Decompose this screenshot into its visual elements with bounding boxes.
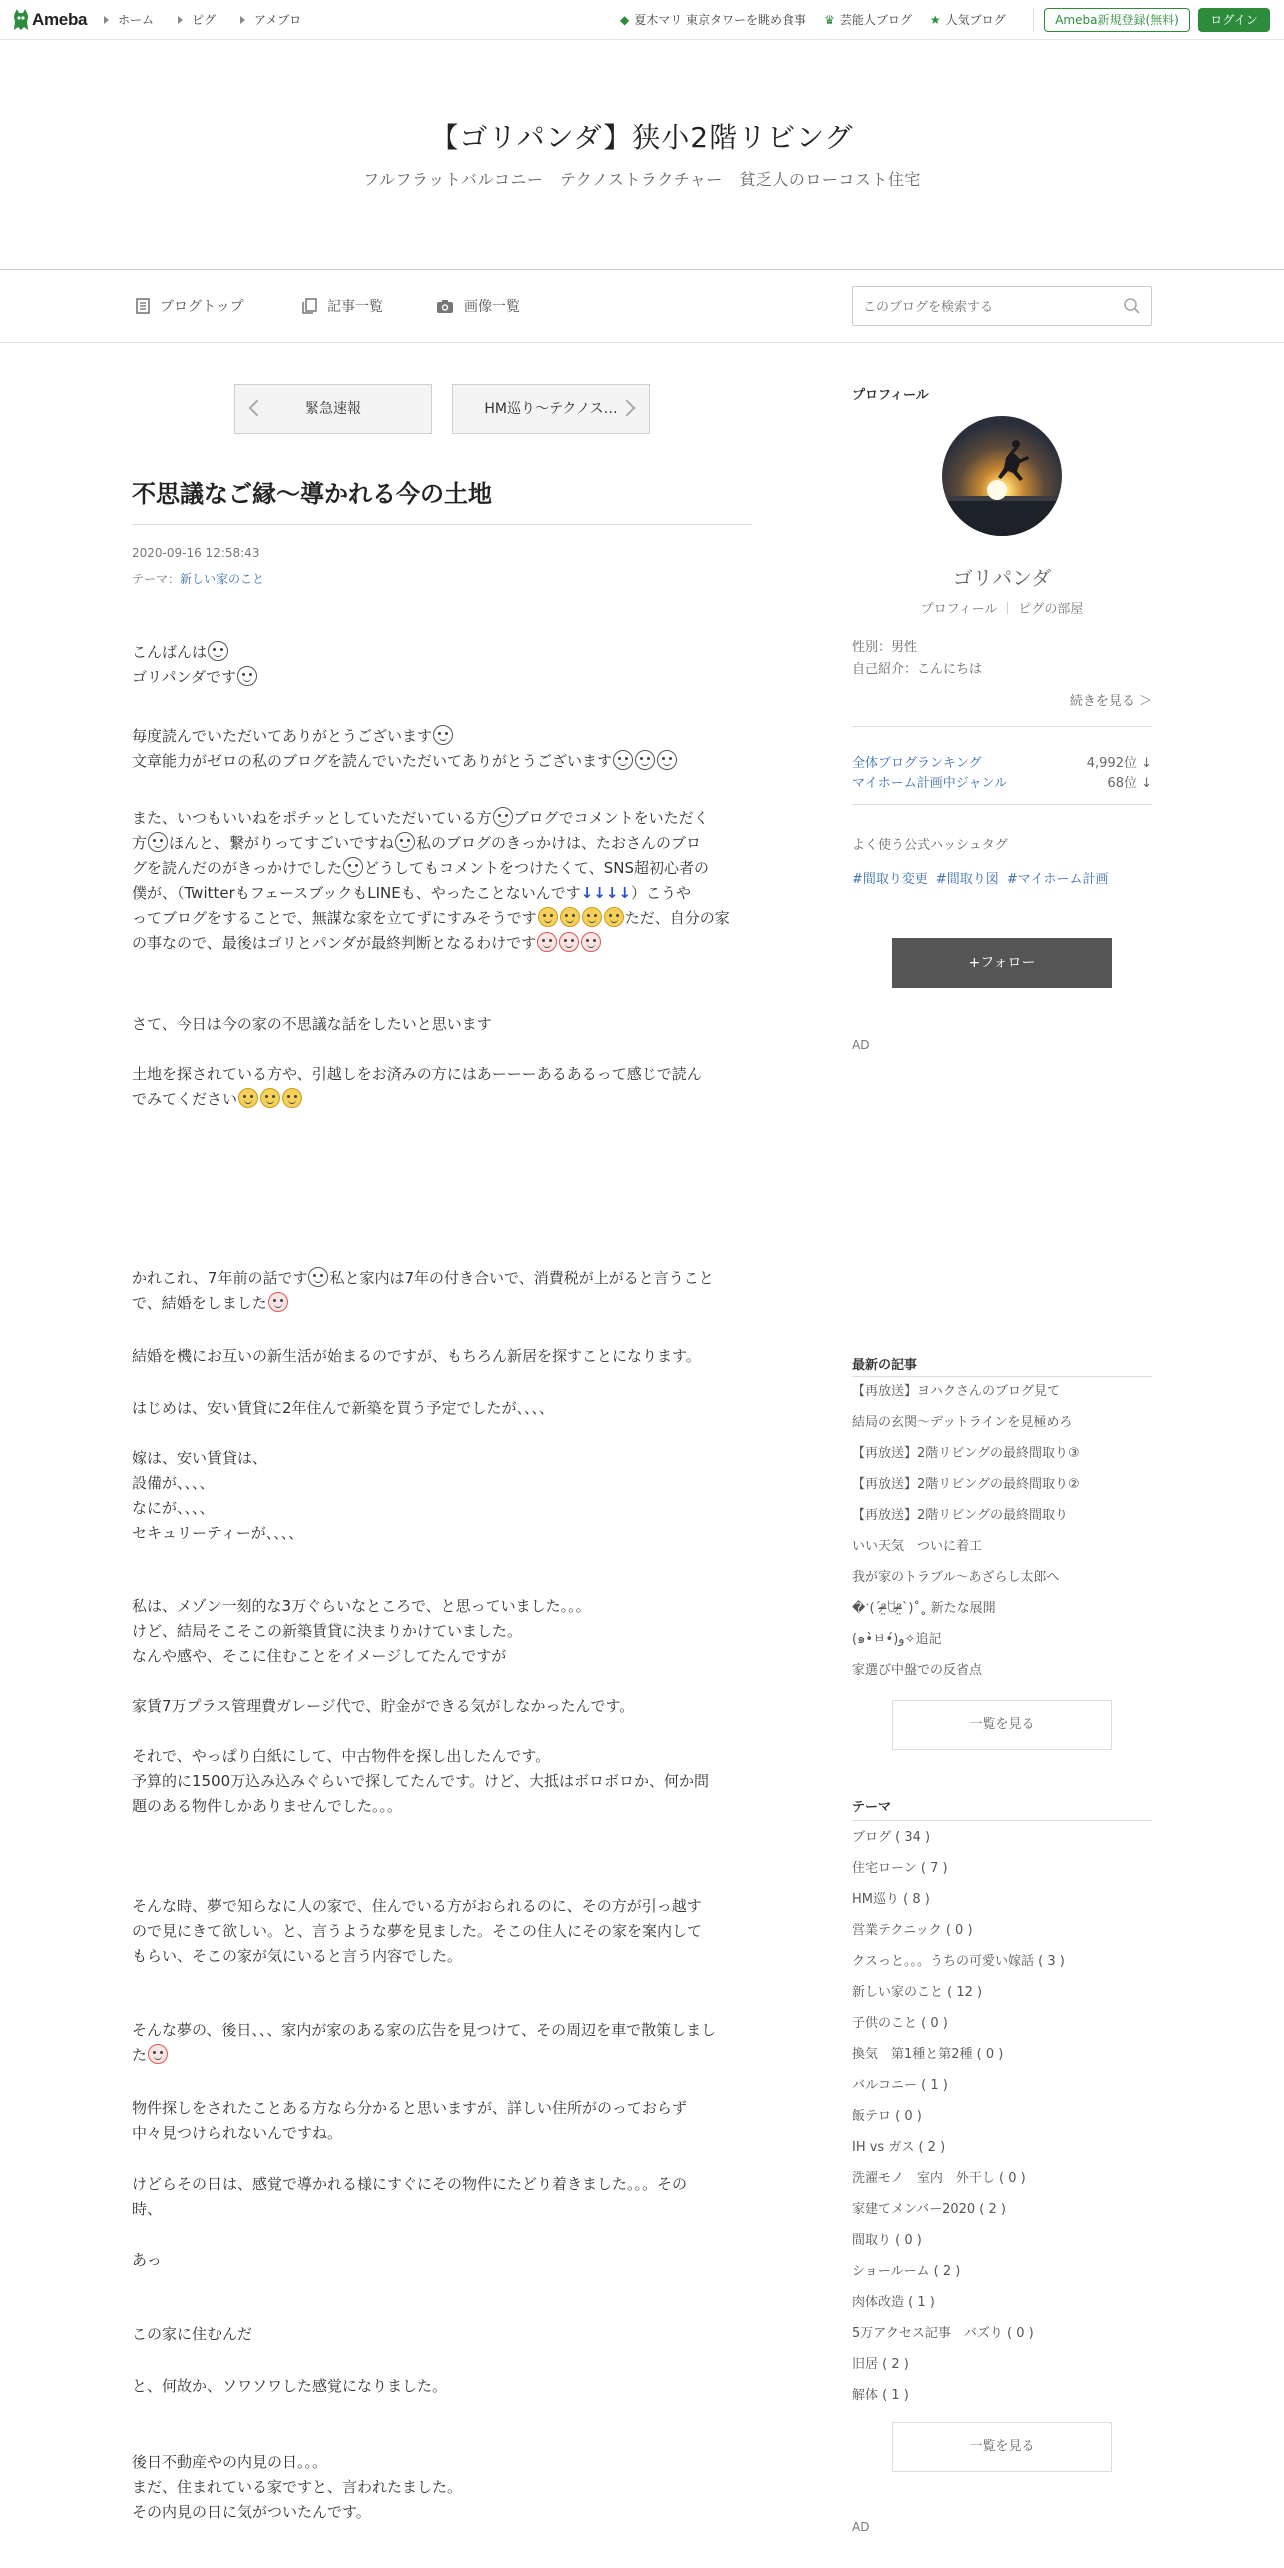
tab-entries-label: 記事一覧 [327,299,383,315]
text: ）こうや [631,884,692,902]
theme-item[interactable]: 営業テクニック ( 0 ) [852,1923,973,1938]
next-article-label: HM巡り〜テクノス… [484,401,618,417]
theme-item[interactable]: 洗濯モノ 室内 外干し ( 0 ) [852,2171,1026,2186]
paragraph [132,724,752,774]
text: ってブログをすることで、無謀な家を立てずにすみそうです [132,909,537,927]
grin-emoji-icon [260,1088,280,1108]
theme-item[interactable]: 換気 第1種と第2種 ( 0 ) [852,2047,1004,2062]
article-title[interactable]: 不思議なご縁〜導かれる今の土地 [132,480,492,508]
text: グを読んだのがきっかけでした [132,859,343,877]
logo-text: Ameba [32,10,88,29]
smile-emoji-icon [635,750,655,770]
paragraph [132,2018,752,2068]
document-icon [136,298,150,314]
prev-article-label: 緊急速報 [305,401,361,417]
theme-item[interactable]: 間取り ( 0 ) [852,2233,922,2248]
smile-emoji-icon [395,832,415,852]
theme-item[interactable]: 肉体改造 ( 1 ) [852,2295,935,2310]
text: けどらその日は、感覚で導かれる様にすぐにその物件にたどり着きました。。。その [132,2175,688,2193]
paragraph [132,806,752,956]
text: なにが、、、、 [132,1499,215,1517]
nav-ameblo-label: アメブロ [254,13,302,27]
recent-item[interactable]: いい天気 ついに着工 [852,1539,983,1554]
paragraph: あっ [132,2251,162,2269]
divider [852,804,1152,805]
triangle-icon [104,16,109,24]
hashtag-list [852,868,1116,887]
grin-emoji-icon [282,1088,302,1108]
ranking-label: 全体ブログランキング [852,756,982,771]
text: 私は、メゾン一刻的な3万ぐらいなところで、と思っていました。。。 [132,1597,591,1615]
top-links [620,11,1024,28]
paragraph [132,640,752,690]
divider [852,726,1152,727]
theme-item[interactable]: ブログ ( 34 ) [852,1830,931,1845]
text: 題のある物件しかありませんでした。。。 [132,1797,403,1815]
text: 方 [132,834,148,852]
text: セキュリーティーが、、、、 [132,1524,304,1542]
grin-emoji-icon [238,1088,258,1108]
theme-item[interactable]: 旧居 ( 2 ) [852,2357,909,2372]
diamond-icon: ◆ [620,12,630,27]
text: でみてください [132,1090,238,1108]
down-arrow-icons: ↓↓↓↓ [580,884,631,902]
register-button[interactable]: Ameba新規登録(無料) [1044,8,1190,32]
text: そんな夢の、後日、、、家内が家のある家の広告を見つけて、その周辺を車で散策しまし [132,2021,717,2039]
text: 嫁は、安い賃貸は、 [132,1449,268,1467]
text: ブログでコメントをいただく [513,809,709,827]
theme-item[interactable]: 新しい家のこと ( 12 ) [852,1985,983,2000]
profile-intro: 自己紹介：こんにちは [852,662,983,677]
ranking-value: 68位 ↓ [1107,776,1152,791]
text: その内見の日に気がついたんです。 [132,2503,371,2521]
theme-item[interactable]: HM巡り ( 8 ) [852,1892,930,1907]
paragraph [132,1744,752,1819]
ranking-label: マイホーム計画中ジャンル [852,776,1008,791]
text: ゴリパンダです [132,668,236,686]
ad-label: AD [852,2520,870,2534]
recent-item[interactable]: 結局の玄関〜デットラインを見極めろ [852,1415,1073,1430]
dizzy-emoji-icon [581,932,601,952]
ameba-mascot-icon [12,9,30,31]
paragraph [132,2172,752,2222]
recent-item[interactable]: 家選び中盤での反省点 [852,1663,983,1678]
avatar-image [942,416,1062,536]
theme-item[interactable]: 住宅ローン ( 7 ) [852,1861,948,1876]
theme-item[interactable]: 解体 ( 1 ) [852,2388,909,2403]
tab-images[interactable] [436,296,520,316]
blog-description: フルフラットバルコニー テクノストラクチャー 貧乏人のローコスト住宅 [363,170,921,189]
text: もらい、そこの家が気にいると言う内容でした。 [132,1947,463,1965]
nav-home[interactable] [104,11,154,28]
nav-ameblo[interactable] [240,11,301,28]
text: なんや感や、そこに住むことをイメージしてたんですが [132,1647,507,1665]
blog-title[interactable]: 【ゴリパンダ】狭小2階リビング [430,121,854,154]
ranking-overall[interactable] [852,752,1152,771]
text: それで、やっぱり白紙にして、中古物件を探し出したんです。 [132,1747,551,1765]
divider [852,1820,1152,1821]
ranking-value: 4,992位 ↓ [1086,756,1152,771]
theme-item[interactable]: クスっと。。。うちの可愛い嫁話 ( 3 ) [852,1954,1065,1969]
chevron-left-icon [249,400,266,417]
theme-heading: テーマ [852,1800,892,1815]
laugh-emoji-icon [604,907,624,927]
text: また、いつもいいねをポチッとしていただいている方 [132,809,492,827]
divider [1033,8,1034,32]
hashtag-link[interactable]: #マイホーム計画 [1006,872,1109,887]
link-celebrity-label: 芸能人ブログ [839,13,912,27]
text: 設備が、、、、 [132,1474,215,1492]
smile-emoji-icon [657,750,677,770]
smile-emoji-icon [343,857,363,877]
text: 文章能力がゼロの私のブログを読んでいただいてありがとうございます [132,752,613,770]
recent-item[interactable]: (๑•̀ㅂ•́)و✧追記 [852,1632,942,1647]
text: 毎度読んでいただいてありがとうございます [132,727,433,745]
text: かれこれ、7年前の話です [132,1269,308,1287]
pig-room-link[interactable]: ピグの部屋 [1018,602,1084,617]
read-more-link[interactable]: 続きを見る ＞ [1069,694,1152,709]
recent-item[interactable]: 【再放送】2階リビングの最終間取り [852,1508,1069,1523]
smile-emoji-icon [308,1267,328,1287]
recent-item[interactable]: 【再放送】2階リビングの最終間取り③ [852,1446,1080,1461]
ad-label: AD [852,1038,870,1052]
laugh-emoji-icon [538,907,558,927]
recent-item[interactable]: 【再放送】ヨハクさんのブログ見て [852,1384,1061,1399]
copy-icon [302,298,317,314]
chevron-right-icon [619,400,636,417]
tab-blog-top-label: ブログトップ [160,299,244,315]
recent-more-button[interactable]: 一覧を見る [892,1700,1112,1750]
smile-emoji-icon [148,832,168,852]
profile-links [852,598,1152,617]
tab-entries[interactable] [302,296,383,316]
paragraph: さて、今日は今の家の不思議な話をしたいと思います [132,1015,492,1033]
recent-item[interactable]: 【再放送】2階リビングの最終間取り② [852,1477,1080,1492]
text: けど、結局そこそこの新築賃貸に決まりかけていました。 [132,1622,523,1640]
tab-images-label: 画像一覧 [464,299,520,315]
text: 後日不動産やの内見の日。。。 [132,2453,328,2471]
triangle-icon [240,16,245,24]
recent-heading: 最新の記事 [852,1358,918,1373]
theme-item[interactable]: 家建てメンバー2020 ( 2 ) [852,2202,1006,2217]
nav-pigg[interactable] [178,11,216,28]
surprised-emoji-icon [148,2044,168,2064]
text: で、結婚をしました [132,1294,267,1312]
paragraph [132,1266,752,1316]
paragraph [132,1594,752,1669]
hashtag-heading: よく使う公式ハッシュタグ [852,838,1008,853]
paragraph: 家賃7万プラス管理費ガレージ代で、貯金ができる気がしなかったんです。 [132,1697,635,1715]
theme-link[interactable]: 新しい家のこと [180,572,265,586]
smile-emoji-icon [237,666,257,686]
text: 中々見つけられないんですね。 [132,2124,343,2142]
link-popular[interactable] [930,11,1006,28]
text: 私のブログのきっかけは、たおさんのブロ [416,834,702,852]
recent-item[interactable]: �ॱ(ˊᵒ̴̶̷̤ꇴᵒ̴̶̷̤ˋ)˚˳ 新たな展開 [852,1601,996,1616]
text: こんばんは [132,643,208,661]
text: た [132,2046,148,2064]
follow-button[interactable]: +フォロー [892,938,1112,988]
blog-header [0,41,1284,270]
recent-item[interactable]: 我が家のトラブル〜あざらし太郎へ [852,1570,1060,1585]
paragraph [132,1446,752,1546]
recent-list [852,1376,1152,1686]
sweat-emoji-icon [433,725,453,745]
article-date: 2020-09-16 12:58:43 [132,546,260,560]
theme-more-button[interactable]: 一覧を見る [892,2422,1112,2472]
paragraph: この家に住むんだ [132,2325,253,2343]
text: どうしてもコメントをつけたくて、SNS超初心者の [364,859,709,877]
search-input[interactable] [863,297,1103,317]
crown-icon: ♛ [824,12,835,27]
link-news-label: 夏木マリ 東京タワーを眺め食事 [634,13,807,27]
profile-name[interactable]: ゴリパンダ [952,566,1052,590]
text: 物件探しをされたことある方なら分かると思いますが、詳しい住所がのっておらず [132,2099,687,2117]
article-theme [132,570,264,587]
global-nav [104,11,325,28]
divider [1007,602,1008,614]
triangle-icon [178,16,183,24]
text: の事なので、最後はゴリとパンダが最終判断となるわけです [132,934,537,952]
paragraph [132,1894,752,1969]
text: 時、 [132,2200,163,2218]
paragraph: はじめは、安い賃貸に2年住んで新築を買う予定でしたが、、、、 [132,1399,555,1417]
text: まだ、住まれている家ですと、言われたました。 [132,2478,463,2496]
theme-item[interactable]: IH vs ガス ( 2 ) [852,2140,946,2155]
theme-item[interactable]: 飯テロ ( 0 ) [852,2109,922,2124]
dizzy-emoji-icon [559,932,579,952]
paragraph: と、何故か、ソワソワした感覚になりました。 [132,2377,448,2395]
text: ほんと、繋がりってすごいですね [169,834,395,852]
text: ので見にきて欲しい。と、言うような夢を見ました。そこの住人にその家を案内して [132,1922,703,1940]
text: 僕が、（TwitterもフェースブックもLINEも、やったことないんです [132,884,581,902]
ameba-logo[interactable] [12,8,87,32]
blog-nav [0,271,1284,343]
link-popular-label: 人気ブログ [945,13,1006,27]
hashtag-link[interactable]: #間取り変更 [852,872,928,887]
laugh-emoji-icon [560,907,580,927]
profile-heading: プロフィール [852,388,929,403]
profile-gender: 性別：男性 [852,640,918,655]
smile-emoji-icon [493,807,513,827]
camera-icon [436,299,454,314]
text: 私と家内は7年の付き合いで、消費税が上がると言うこと [329,1269,714,1287]
text: 土地を探されている方や、引越しをお済みの方にはあーーーあるあるって感じで読ん [132,1065,702,1083]
theme-label: テーマ： [132,572,181,586]
link-news[interactable] [620,11,806,28]
global-header [0,0,1284,40]
ranking-genre[interactable] [852,772,1152,791]
paragraph [132,2450,752,2525]
theme-item[interactable]: 5万アクセス記事 バズり ( 0 ) [852,2326,1034,2341]
text: そんな時、夢で知らなに人の家で、住んでいる方がおられるのに、その方が引っ越す [132,1897,702,1915]
nav-home-label: ホーム [118,13,155,27]
profile-link[interactable]: プロフィール [920,602,998,617]
search-icon[interactable] [1123,297,1141,315]
next-article-button[interactable] [452,384,650,434]
paragraph [132,2096,752,2146]
avatar[interactable] [942,416,1062,536]
tab-blog-top[interactable] [136,296,244,316]
text: 予算的に1500万込み込みぐらいで探してたんです。けど、大抵はボロボロか、何か問 [132,1772,709,1790]
text: ただ、自分の家 [624,909,730,927]
nav-pigg-label: ピグ [192,13,217,27]
smile-emoji-icon [613,750,633,770]
login-button[interactable]: ログイン [1198,8,1270,32]
theme-list [852,1822,1152,2411]
blog-search [852,286,1152,326]
prev-article-button[interactable] [234,384,432,434]
star-icon: ★ [929,12,941,27]
theme-item[interactable]: ショールーム ( 2 ) [852,2264,961,2279]
link-celebrity[interactable] [824,11,912,28]
paragraph [132,1062,752,1112]
smile-emoji-icon [208,641,228,661]
paragraph: 結婚を機にお互いの新生活が始まるのですが、もちろん新居を探すことになります。 [132,1347,701,1365]
hashtag-link[interactable]: #間取り図 [935,872,999,887]
theme-item[interactable]: 子供のこと ( 0 ) [852,2016,948,2031]
theme-item[interactable]: バルコニー ( 1 ) [852,2078,948,2093]
laugh-emoji-icon [582,907,602,927]
divider [132,524,752,525]
bow-emoji-icon [268,1292,288,1312]
dizzy-emoji-icon [537,932,557,952]
